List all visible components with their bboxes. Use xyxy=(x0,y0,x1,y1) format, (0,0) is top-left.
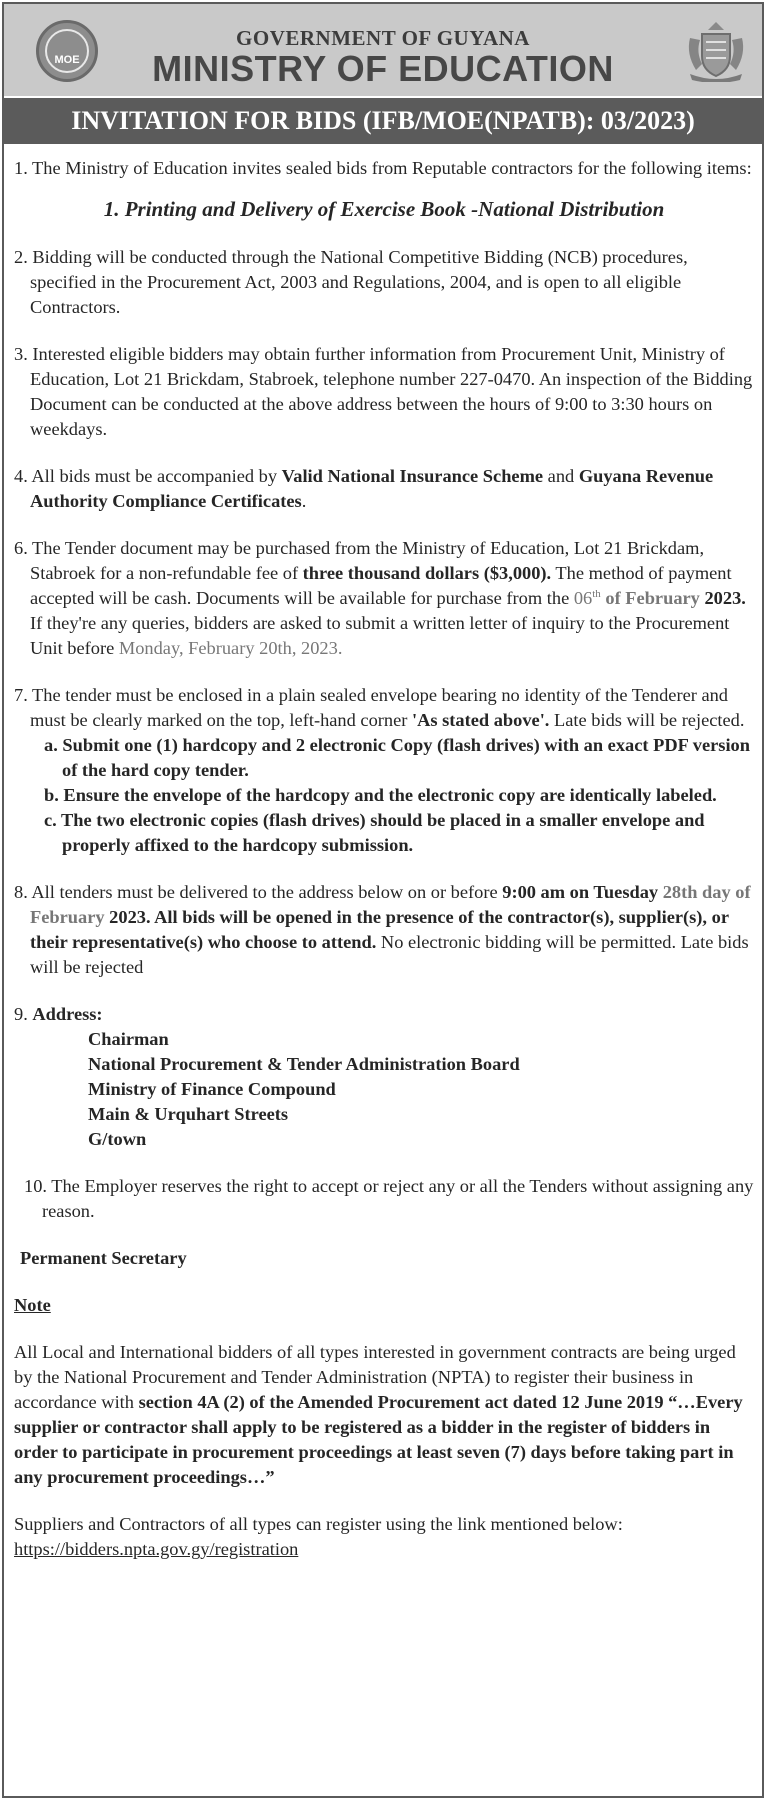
p4-gra: Guyana Revenue Authority Compliance Certificates xyxy=(30,466,714,511)
address-line-2: National Procurement & Tender Administration Board xyxy=(88,1054,520,1074)
paragraph-4 xyxy=(14,464,754,514)
p6-day-suffix: th xyxy=(592,587,601,600)
paragraph-3: 3. Interested eligible bidders may obtain further information from Procurement Unit, Ministry of Education, Lot 21 Brickdam, Stabroek, telephone number 227-0470. An inspection of the Bidding Document can be conducted at the above address between the hours of 9:00 to 3:30 hours on weekdays. xyxy=(14,344,753,439)
header xyxy=(4,4,762,96)
address-line-4: Main & Urquhart Streets xyxy=(88,1104,289,1124)
p6-day: 06 xyxy=(573,588,593,608)
p8-no-electronic: No electronic bidding will be permitted. Late bids will be rejected xyxy=(30,932,749,977)
p9-number: 9. xyxy=(14,1004,33,1024)
p9-label: Address: xyxy=(32,1004,103,1024)
p6-fee: three thousand dollars ($3,000). xyxy=(302,563,552,583)
p6-queries: If they're any queries, bidders are asked to submit a written letter of inquiry to the Procurement Unit before xyxy=(30,613,730,658)
item-title: 1. Printing and Delivery of Exercise Book -National Distribution xyxy=(103,197,665,221)
signature: Permanent Secretary xyxy=(20,1248,187,1268)
logo-text: MOE xyxy=(54,54,80,66)
p6-text: 6. The Tender document may be purchased from the Ministry of Education, Lot 21 Brickdam, Stabroek for a non-refundable fee of xyxy=(14,538,705,583)
p7-late: Late bids will be rejected. xyxy=(549,710,745,730)
p6-month: of February xyxy=(600,588,700,608)
address-line-1: Chairman xyxy=(88,1029,169,1049)
p7-text: 7. The tender must be enclosed in a plain sealed envelope bearing no identity of the Tenderer and must be clearly marked on the top, left-hand corner xyxy=(14,685,729,730)
p6-year: 2023. xyxy=(699,588,746,608)
note-body xyxy=(14,1340,754,1490)
tender-notice xyxy=(2,2,764,1798)
note-title: Note xyxy=(14,1295,51,1315)
footer xyxy=(14,1512,754,1562)
note-text: All Local and International bidders of all types interested in government contracts are being urged by the National Procurement and Tender Administration (NPTA) to register their business in accordance with xyxy=(14,1342,736,1412)
government-title: GOVERNMENT OF GUYANA xyxy=(236,26,530,50)
title-banner xyxy=(4,98,762,144)
registration-link[interactable]: https://bidders.npta.gov.gy/registration xyxy=(14,1539,299,1559)
coat-of-arms-icon xyxy=(684,20,748,82)
notice-body xyxy=(14,156,754,1562)
note-quote: section 4A (2) of the Amended Procurement act dated 12 June 2019 “…Every supplier or contractor shall apply to be registered as a bidder in the register of bidders in order to participate in procurement proceedings at least seven (7) days before taking part in any procurement proceedings…” xyxy=(14,1392,743,1487)
banner-title: INVITATION FOR BIDS (IFB/MOE(NPATB): 03/2023) xyxy=(71,106,695,135)
ministry-title: MINISTRY OF EDUCATION xyxy=(152,48,614,89)
p4-end: . xyxy=(301,491,307,511)
p8-time: 9:00 am on Tuesday xyxy=(502,882,663,902)
paragraph-8 xyxy=(14,880,754,980)
p7-sub-c: c. The two electronic copies (flash drives) should be placed in a smaller envelope and properly affixed to the hardcopy submission. xyxy=(44,810,705,855)
p6-payment: The method of payment accepted will be cash. Documents will be available for purchase from the xyxy=(30,563,732,608)
p6-deadline: Monday, February 20th, 2023. xyxy=(118,638,343,658)
paragraph-7 xyxy=(14,683,754,733)
address-line-5: G/town xyxy=(88,1129,147,1149)
p4-text: 4. All bids must be accompanied by xyxy=(14,466,282,486)
paragraph-9 xyxy=(14,1002,754,1027)
paragraph-10: 10. The Employer reserves the right to accept or reject any or all the Tenders without assigning any reason. xyxy=(24,1176,754,1221)
p7-marking: 'As stated above'. xyxy=(411,710,550,730)
paragraph-1: 1. The Ministry of Education invites sealed bids from Reputable contractors for the following items: xyxy=(14,158,752,178)
paragraph-2: 2. Bidding will be conducted through the National Competitive Bidding (NCB) procedures, specified in the Procurement Act, 2003 and Regulations, 2004, and is open to all eligible Contractors. xyxy=(14,247,688,317)
p4-and: and xyxy=(543,466,579,486)
p8-date: 28th day of February xyxy=(30,882,751,927)
footer-text: Suppliers and Contractors of all types can register using the link mentioned below: xyxy=(14,1514,623,1534)
paragraph-6 xyxy=(14,536,754,661)
p8-opening: 2023. All bids will be opened in the presence of the contractor(s), supplier(s), or their representative(s) who choose to attend. xyxy=(30,907,729,952)
p4-nis: Valid National Insurance Scheme xyxy=(281,466,544,486)
p7-sub-b: b. Ensure the envelope of the hardcopy and the electronic copy are identically labeled. xyxy=(44,785,717,805)
p8-text: 8. All tenders must be delivered to the address below on or before xyxy=(14,882,503,902)
p7-sub-a: a. Submit one (1) hardcopy and 2 electronic Copy (flash drives) with an exact PDF version of the hard copy tender. xyxy=(44,735,750,780)
address-line-3: Ministry of Finance Compound xyxy=(88,1079,336,1099)
